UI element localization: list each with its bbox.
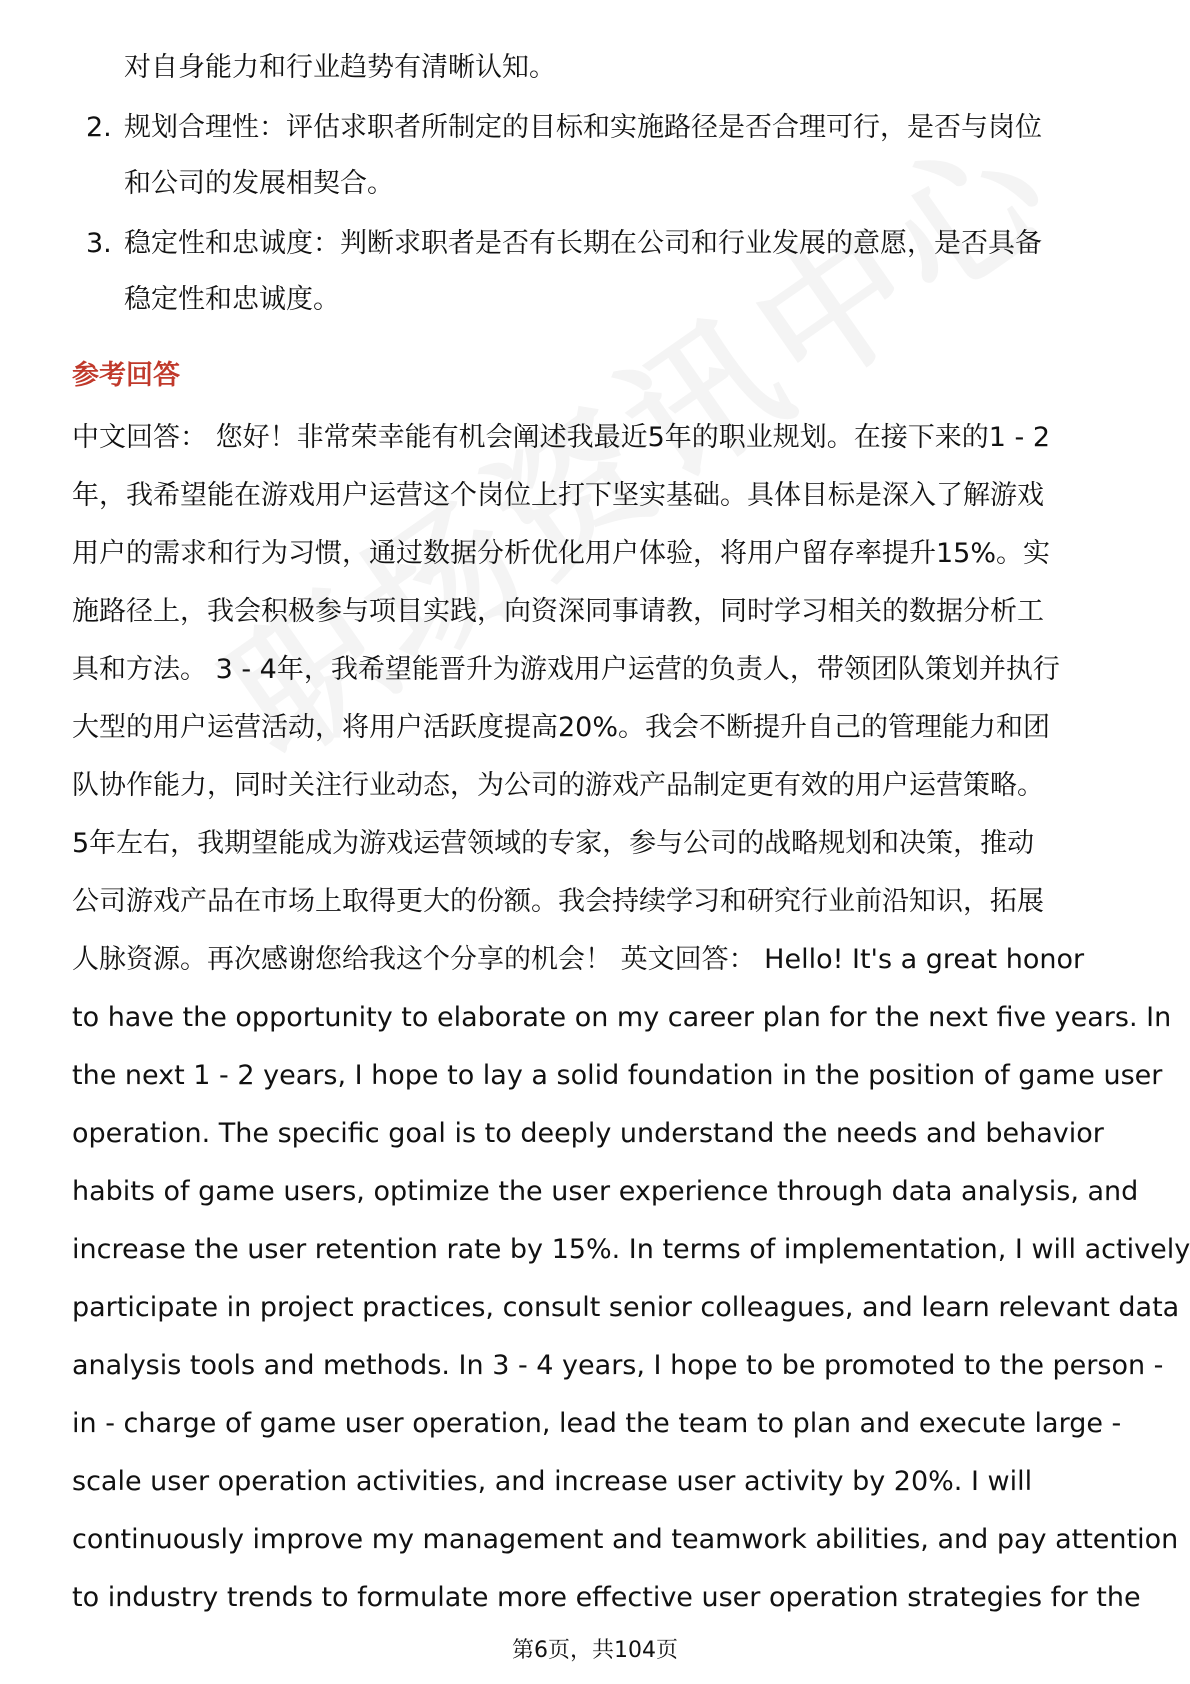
criteria-item-3-line2: 稳定性和忠诚度。 [124,284,340,315]
answer-line-1: 中文回答： 您好！非常荣幸能有机会阐述我最近5年的职业规划。在接下来的1 - 2 [72,422,1051,453]
answer-line-7: 队协作能力，同时关注行业动态，为公司的游戏产品制定更有效的用户运营策略。 [72,770,1044,801]
answer-line-3: 用户的需求和行为习惯，通过数据分析优化用户体验，将用户留存率提升15%。实 [72,538,1051,569]
answer-line-21: to industry trends to formulate more effective user operation strategies for the [72,1582,1141,1613]
answer-line-2: 年，我希望能在游戏用户运营这个岗位上打下坚实基础。具体目标是深入了解游戏 [72,480,1044,511]
section-heading-reference-answer: 参考回答 [72,360,180,391]
answer-line-16: participate in project practices, consult senior colleagues, and learn relevant data [72,1292,1180,1323]
answer-line-4: 施路径上，我会积极参与项目实践，向资深同事请教，同时学习相关的数据分析工 [72,596,1044,627]
answer-line-13: operation. The specific goal is to deeply understand the needs and behavior [72,1118,1104,1149]
answer-line-20: continuously improve my management and teamwork abilities, and pay attention [72,1524,1179,1555]
answer-line-11: to have the opportunity to elaborate on my career plan for the next five years. In [72,1002,1172,1033]
answer-line-17: analysis tools and methods. In 3 - 4 years, I hope to be promoted to the person - [72,1350,1164,1381]
criteria-item-1-continuation: 对自身能力和行业趋势有清晰认知。 [124,52,556,83]
answer-line-6: 大型的用户运营活动，将用户活跃度提高20%。我会不断提升自己的管理能力和团 [72,712,1051,743]
answer-line-10: 人脉资源。再次感谢您给我这个分享的机会！ 英文回答： Hello! It's a great honor [72,944,1085,975]
answer-line-8: 5年左右，我期望能成为游戏运营领域的专家，参与公司的战略规划和决策，推动 [72,828,1035,859]
answer-line-5: 具和方法。 3 - 4年，我希望能晋升为游戏用户运营的负责人，带领团队策划并执行 [72,654,1060,685]
page-number-footer: 第6页，共104页 [512,1638,678,1663]
answer-line-14: habits of game users, optimize the user experience through data analysis, and [72,1176,1139,1207]
criteria-item-3-number: 3. [86,228,112,259]
answer-line-12: the next 1 - 2 years, I hope to lay a solid foundation in the position of game user [72,1060,1163,1091]
criteria-item-2-number: 2. [86,112,112,143]
criteria-item-2-line2: 和公司的发展相契合。 [124,168,394,199]
criteria-item-3-line1: 稳定性和忠诚度：判断求职者是否有长期在公司和行业发展的意愿，是否具备 [124,228,1042,259]
criteria-item-2-line1: 规划合理性：评估求职者所制定的目标和实施路径是否合理可行，是否与岗位 [124,112,1042,143]
answer-line-18: in - charge of game user operation, lead the team to plan and execute large - [72,1408,1122,1439]
answer-line-9: 公司游戏产品在市场上取得更大的份额。我会持续学习和研究行业前沿知识，拓展 [72,886,1044,917]
answer-line-19: scale user operation activities, and increase user activity by 20%. I will [72,1466,1033,1497]
answer-line-15: increase the user retention rate by 15%. In terms of implementation, I will actively [72,1234,1190,1265]
